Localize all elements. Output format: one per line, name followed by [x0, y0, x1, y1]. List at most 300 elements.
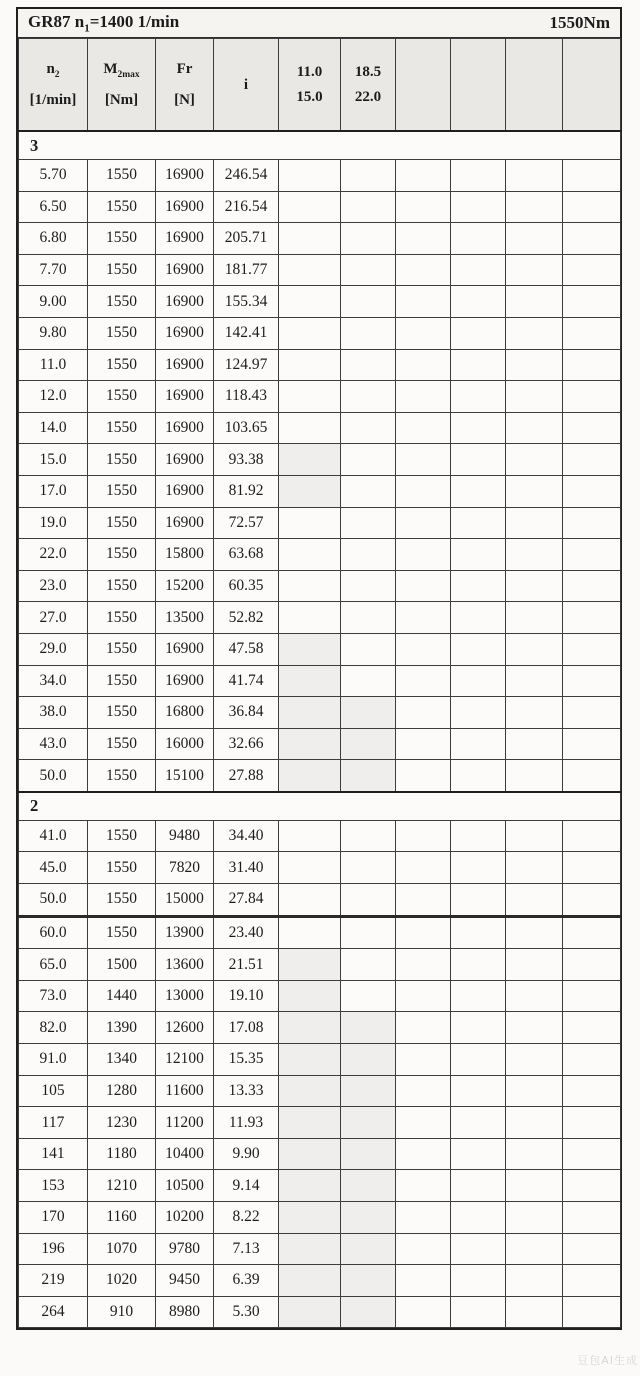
empty-cell	[506, 916, 563, 949]
empty-cell	[563, 1202, 621, 1234]
col-header-power-18-22: 18.5 22.0	[341, 39, 396, 132]
power-11-15-cell	[279, 760, 341, 792]
empty-cell	[563, 475, 621, 507]
power-11-15-cell	[279, 1075, 341, 1107]
empty-cell	[396, 444, 451, 476]
fr-cell: 16900	[156, 633, 214, 665]
power-11-15-cell	[279, 1265, 341, 1297]
m2max-cell: 1550	[88, 728, 156, 760]
empty-cell	[506, 475, 563, 507]
empty-cell	[396, 507, 451, 539]
empty-cell	[506, 381, 563, 413]
empty-cell	[563, 728, 621, 760]
power-18-22-cell	[341, 160, 396, 192]
empty-cell	[506, 1012, 563, 1044]
empty-cell	[451, 1202, 506, 1234]
power-11-15-cell	[279, 820, 341, 852]
n2-cell: 50.0	[19, 760, 88, 792]
n2-cell: 141	[19, 1138, 88, 1170]
table-row	[19, 254, 621, 286]
m2max-cell: 1550	[88, 286, 156, 318]
table-row	[19, 728, 621, 760]
fr-cell: 16900	[156, 507, 214, 539]
m2max-cell: 1550	[88, 570, 156, 602]
power-11-15-cell	[279, 160, 341, 192]
empty-cell	[506, 160, 563, 192]
empty-cell	[396, 1170, 451, 1202]
empty-cell	[451, 223, 506, 255]
i-cell: 63.68	[214, 539, 279, 571]
power-11-15-cell	[279, 1296, 341, 1328]
empty-cell	[506, 633, 563, 665]
table-row	[19, 949, 621, 981]
n2-cell: 264	[19, 1296, 88, 1328]
empty-cell	[563, 570, 621, 602]
empty-cell	[451, 539, 506, 571]
i-cell: 36.84	[214, 697, 279, 729]
m2max-cell: 1550	[88, 444, 156, 476]
empty-cell	[506, 223, 563, 255]
empty-cell	[563, 381, 621, 413]
col-header-i: i	[214, 39, 279, 132]
table-row	[19, 1138, 621, 1170]
col-header-power-11-15: 11.0 15.0	[279, 39, 341, 132]
table-row	[19, 633, 621, 665]
m2max-cell: 1550	[88, 349, 156, 381]
n2-cell: 45.0	[19, 852, 88, 884]
empty-cell	[396, 916, 451, 949]
empty-cell	[451, 1107, 506, 1139]
power-18-22-cell	[341, 412, 396, 444]
n2-cell: 43.0	[19, 728, 88, 760]
n2-cell: 50.0	[19, 884, 88, 917]
empty-cell	[506, 820, 563, 852]
empty-cell	[396, 1012, 451, 1044]
power-11-15-cell	[279, 1202, 341, 1234]
m2max-cell: 1230	[88, 1107, 156, 1139]
power-18-22-cell	[341, 286, 396, 318]
i-cell: 118.43	[214, 381, 279, 413]
col-header-m2max: $M_{2max}$ [Nm]	[88, 39, 156, 132]
empty-cell	[396, 980, 451, 1012]
fr-cell: 16000	[156, 728, 214, 760]
fr-cell: 13900	[156, 916, 214, 949]
n2-cell: 41.0	[19, 820, 88, 852]
m2max-cell: 1180	[88, 1138, 156, 1170]
empty-cell	[506, 852, 563, 884]
empty-cell	[563, 1012, 621, 1044]
power-18-22-cell	[341, 884, 396, 917]
m2max-cell: 1550	[88, 223, 156, 255]
m2max-cell: 1070	[88, 1233, 156, 1265]
empty-cell	[396, 820, 451, 852]
empty-cell	[563, 317, 621, 349]
empty-cell	[563, 884, 621, 917]
i-cell: 17.08	[214, 1012, 279, 1044]
power-11-15-cell	[279, 728, 341, 760]
power-11-15-cell	[279, 697, 341, 729]
power-11-15-cell	[279, 223, 341, 255]
fr-cell: 12600	[156, 1012, 214, 1044]
empty-cell	[396, 697, 451, 729]
m2max-cell: 1390	[88, 1012, 156, 1044]
empty-cell	[396, 728, 451, 760]
col-header-n2: $n_2$ [1/min]	[19, 39, 88, 132]
empty-cell	[396, 884, 451, 917]
table-row	[19, 1202, 621, 1234]
power-11-15-cell	[279, 539, 341, 571]
i-cell: 21.51	[214, 949, 279, 981]
i-cell: 205.71	[214, 223, 279, 255]
empty-cell	[506, 1075, 563, 1107]
table-row	[19, 539, 621, 571]
power-18-22-cell	[341, 223, 396, 255]
empty-cell	[563, 665, 621, 697]
empty-cell	[396, 1265, 451, 1297]
n2-cell: 73.0	[19, 980, 88, 1012]
empty-cell	[396, 1044, 451, 1076]
empty-cell	[451, 191, 506, 223]
empty-cell	[451, 444, 506, 476]
empty-cell	[563, 949, 621, 981]
table-header-row	[19, 39, 621, 132]
table-row	[19, 760, 621, 792]
empty-cell	[563, 349, 621, 381]
empty-cell	[451, 820, 506, 852]
m2max-cell: 1550	[88, 820, 156, 852]
empty-cell	[451, 1265, 506, 1297]
empty-cell	[563, 254, 621, 286]
empty-cell	[396, 191, 451, 223]
fr-cell: 16900	[156, 223, 214, 255]
n2-cell: 22.0	[19, 539, 88, 571]
power-18-22-cell	[341, 728, 396, 760]
fr-cell: 10400	[156, 1138, 214, 1170]
m2max-cell: 910	[88, 1296, 156, 1328]
i-cell: 27.88	[214, 760, 279, 792]
empty-cell	[563, 1296, 621, 1328]
table-row	[19, 1012, 621, 1044]
empty-cell	[451, 254, 506, 286]
power-18-22-cell	[341, 475, 396, 507]
power-11-15-cell	[279, 980, 341, 1012]
empty-cell	[506, 317, 563, 349]
fr-cell: 16900	[156, 412, 214, 444]
i-cell: 52.82	[214, 602, 279, 634]
empty-cell	[451, 349, 506, 381]
m2max-cell: 1550	[88, 760, 156, 792]
empty-cell	[396, 381, 451, 413]
empty-cell	[396, 760, 451, 792]
power-18-22-cell	[341, 349, 396, 381]
n2-cell: 82.0	[19, 1012, 88, 1044]
empty-cell	[506, 760, 563, 792]
empty-cell	[451, 286, 506, 318]
empty-cell	[506, 1265, 563, 1297]
n2-cell: 15.0	[19, 444, 88, 476]
power-11-15-cell	[279, 507, 341, 539]
power-18-22-cell	[341, 1233, 396, 1265]
n2-cell: 153	[19, 1170, 88, 1202]
m2max-cell: 1550	[88, 475, 156, 507]
m2max-cell: 1550	[88, 254, 156, 286]
empty-cell	[506, 980, 563, 1012]
empty-cell	[451, 1296, 506, 1328]
empty-cell	[563, 820, 621, 852]
power-18-22-cell	[341, 1202, 396, 1234]
i-cell: 246.54	[214, 160, 279, 192]
table-row	[19, 1107, 621, 1139]
empty-cell	[563, 444, 621, 476]
power-18-22-cell	[341, 1296, 396, 1328]
col-header-empty-3	[506, 39, 563, 132]
power-11-15-cell	[279, 254, 341, 286]
i-cell: 27.84	[214, 884, 279, 917]
power-11-15-cell	[279, 665, 341, 697]
i-cell: 81.92	[214, 475, 279, 507]
power-18-22-cell	[341, 760, 396, 792]
empty-cell	[451, 1170, 506, 1202]
empty-cell	[563, 1170, 621, 1202]
power-11-15-cell	[279, 381, 341, 413]
power-18-22-cell	[341, 602, 396, 634]
fr-cell: 9450	[156, 1265, 214, 1297]
m2max-cell: 1500	[88, 949, 156, 981]
power-11-15-cell	[279, 475, 341, 507]
empty-cell	[563, 507, 621, 539]
fr-cell: 11200	[156, 1107, 214, 1139]
table-row	[19, 916, 621, 949]
title-left: GR87 $n_1=1400$ 1/min	[28, 11, 180, 35]
power-11-15-cell	[279, 1044, 341, 1076]
empty-cell	[563, 539, 621, 571]
fr-cell: 16900	[156, 444, 214, 476]
table-row	[19, 444, 621, 476]
empty-cell	[451, 1012, 506, 1044]
m2max-cell: 1550	[88, 852, 156, 884]
fr-cell: 16900	[156, 475, 214, 507]
n2-cell: 34.0	[19, 665, 88, 697]
fr-cell: 16900	[156, 254, 214, 286]
table-row	[19, 852, 621, 884]
empty-cell	[396, 160, 451, 192]
n2-cell: 219	[19, 1265, 88, 1297]
col-header-empty-4	[563, 39, 621, 132]
m2max-cell: 1550	[88, 916, 156, 949]
power-11-15-cell	[279, 1138, 341, 1170]
power-18-22-cell	[341, 1107, 396, 1139]
empty-cell	[506, 412, 563, 444]
n2-cell: 105	[19, 1075, 88, 1107]
spec-table	[18, 38, 621, 1328]
i-cell: 60.35	[214, 570, 279, 602]
fr-cell: 16900	[156, 286, 214, 318]
n2-cell: 65.0	[19, 949, 88, 981]
power-18-22-cell	[341, 254, 396, 286]
empty-cell	[451, 760, 506, 792]
fr-cell: 13600	[156, 949, 214, 981]
n2-cell: 38.0	[19, 697, 88, 729]
empty-cell	[563, 1265, 621, 1297]
fr-cell: 15200	[156, 570, 214, 602]
n2-cell: 9.80	[19, 317, 88, 349]
power-18-22-cell	[341, 697, 396, 729]
power-18-22-cell	[341, 1044, 396, 1076]
power-18-22-cell	[341, 444, 396, 476]
title-right-torque: 1550Nm	[549, 13, 610, 32]
empty-cell	[396, 349, 451, 381]
empty-cell	[396, 570, 451, 602]
table-body	[19, 131, 621, 1328]
table-row	[19, 507, 621, 539]
m2max-cell: 1550	[88, 602, 156, 634]
empty-cell	[563, 1075, 621, 1107]
power-11-15-cell	[279, 1233, 341, 1265]
empty-cell	[563, 602, 621, 634]
m2max-cell: 1440	[88, 980, 156, 1012]
empty-cell	[563, 191, 621, 223]
i-cell: 93.38	[214, 444, 279, 476]
empty-cell	[396, 1296, 451, 1328]
empty-cell	[451, 475, 506, 507]
power-18-22-cell	[341, 539, 396, 571]
empty-cell	[506, 1202, 563, 1234]
section-label-row	[19, 131, 621, 160]
power-18-22-cell	[341, 1138, 396, 1170]
i-cell: 23.40	[214, 916, 279, 949]
m2max-cell: 1280	[88, 1075, 156, 1107]
empty-cell	[506, 1170, 563, 1202]
m2max-cell: 1550	[88, 160, 156, 192]
empty-cell	[451, 602, 506, 634]
table-row	[19, 697, 621, 729]
n2-cell: 5.70	[19, 160, 88, 192]
m2max-cell: 1340	[88, 1044, 156, 1076]
table-row	[19, 570, 621, 602]
empty-cell	[396, 254, 451, 286]
empty-cell	[396, 223, 451, 255]
empty-cell	[506, 254, 563, 286]
empty-cell	[451, 852, 506, 884]
fr-cell: 11600	[156, 1075, 214, 1107]
n2-cell: 7.70	[19, 254, 88, 286]
empty-cell	[506, 444, 563, 476]
n2-cell: 117	[19, 1107, 88, 1139]
empty-cell	[396, 1233, 451, 1265]
table-row	[19, 1170, 621, 1202]
empty-cell	[506, 1044, 563, 1076]
empty-cell	[563, 852, 621, 884]
empty-cell	[451, 697, 506, 729]
empty-cell	[563, 697, 621, 729]
m2max-cell: 1550	[88, 665, 156, 697]
empty-cell	[451, 507, 506, 539]
empty-cell	[396, 633, 451, 665]
title-bar	[18, 9, 620, 38]
empty-cell	[506, 286, 563, 318]
power-18-22-cell	[341, 949, 396, 981]
fr-cell: 16900	[156, 191, 214, 223]
m2max-cell: 1550	[88, 884, 156, 917]
m2max-cell: 1550	[88, 539, 156, 571]
m2max-cell: 1550	[88, 317, 156, 349]
i-cell: 5.30	[214, 1296, 279, 1328]
empty-cell	[506, 665, 563, 697]
i-cell: 216.54	[214, 191, 279, 223]
power-11-15-cell	[279, 1107, 341, 1139]
watermark: 豆包AI生成	[577, 1354, 638, 1367]
power-11-15-cell	[279, 916, 341, 949]
power-11-15-cell	[279, 1012, 341, 1044]
empty-cell	[563, 160, 621, 192]
col-header-fr: Fr [N]	[156, 39, 214, 132]
empty-cell	[506, 949, 563, 981]
i-cell: 6.39	[214, 1265, 279, 1297]
empty-cell	[506, 191, 563, 223]
power-11-15-cell	[279, 570, 341, 602]
i-cell: 32.66	[214, 728, 279, 760]
empty-cell	[563, 633, 621, 665]
m2max-cell: 1550	[88, 381, 156, 413]
table-row	[19, 191, 621, 223]
n2-cell: 27.0	[19, 602, 88, 634]
i-cell: 31.40	[214, 852, 279, 884]
fr-cell: 15100	[156, 760, 214, 792]
empty-cell	[396, 1107, 451, 1139]
n2-cell: 12.0	[19, 381, 88, 413]
power-11-15-cell	[279, 444, 341, 476]
empty-cell	[506, 570, 563, 602]
i-cell: 124.97	[214, 349, 279, 381]
empty-cell	[506, 728, 563, 760]
section-label-row	[19, 792, 621, 821]
power-11-15-cell	[279, 317, 341, 349]
empty-cell	[451, 1233, 506, 1265]
table-row	[19, 1233, 621, 1265]
empty-cell	[396, 852, 451, 884]
fr-cell: 13500	[156, 602, 214, 634]
i-cell: 9.14	[214, 1170, 279, 1202]
i-cell: 19.10	[214, 980, 279, 1012]
table-row	[19, 884, 621, 917]
empty-cell	[563, 980, 621, 1012]
empty-cell	[396, 1075, 451, 1107]
i-cell: 13.33	[214, 1075, 279, 1107]
empty-cell	[451, 1138, 506, 1170]
fr-cell: 10200	[156, 1202, 214, 1234]
n2-cell: 6.80	[19, 223, 88, 255]
empty-cell	[396, 1138, 451, 1170]
empty-cell	[451, 570, 506, 602]
i-cell: 142.41	[214, 317, 279, 349]
empty-cell	[396, 665, 451, 697]
empty-cell	[563, 1044, 621, 1076]
power-18-22-cell	[341, 665, 396, 697]
i-cell: 8.22	[214, 1202, 279, 1234]
empty-cell	[451, 665, 506, 697]
empty-cell	[506, 539, 563, 571]
power-18-22-cell	[341, 852, 396, 884]
i-cell: 34.40	[214, 820, 279, 852]
power-18-22-cell	[341, 1170, 396, 1202]
section-label: 3	[19, 131, 621, 160]
empty-cell	[451, 728, 506, 760]
power-11-15-cell	[279, 602, 341, 634]
i-cell: 41.74	[214, 665, 279, 697]
i-cell: 11.93	[214, 1107, 279, 1139]
power-11-15-cell	[279, 1170, 341, 1202]
i-cell: 15.35	[214, 1044, 279, 1076]
